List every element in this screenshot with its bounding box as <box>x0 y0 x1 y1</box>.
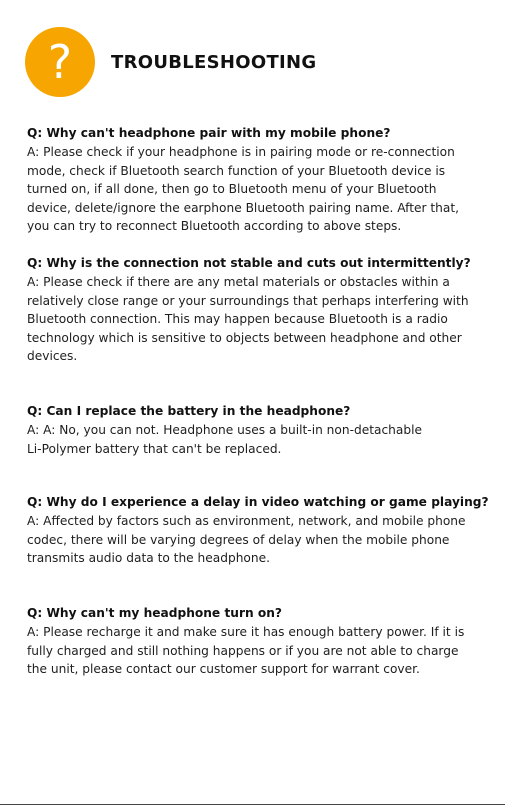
faq-question: Q: Why do I experience a delay in video watching or game playing? <box>27 495 489 509</box>
header <box>25 27 317 97</box>
faq-answer <box>27 623 477 679</box>
answer-line: mode, check if Bluetooth search function of your Bluetooth device is <box>27 163 446 178</box>
question-mark-icon <box>25 27 95 97</box>
answer-line: A: Affected by factors such as environment, network, and mobile phone <box>27 514 466 528</box>
answer-line: devices. <box>27 349 78 364</box>
faq-answer <box>27 512 477 568</box>
answer-line: the unit, please contact our customer support for warrant cover. <box>27 662 420 677</box>
bottom-divider <box>0 804 505 805</box>
faq-item-delay <box>27 493 489 568</box>
answer-line: device, delete/ignore the earphone Bluetooth pairing name. After that, <box>27 200 460 215</box>
answer-line: relatively close range or your surroundings that perhaps interfering with <box>27 293 469 308</box>
answer-line: transmits audio data to the headphone. <box>27 551 270 566</box>
answer-line: A: Please recharge it and make sure it has enough battery power. If it is <box>27 625 465 639</box>
answer-line: Li-Polymer battery that can't be replaced. <box>27 441 282 456</box>
faq-answer <box>27 273 477 366</box>
answer-line: technology which is sensitive to objects between headphone and other <box>27 330 462 345</box>
answer-line: A: Please check if your headphone is in pairing mode or re-connection <box>27 145 455 159</box>
answer-line: codec, there will be varying degrees of delay when the mobile phone <box>27 532 450 547</box>
answer-line: A: Please check if there are any metal materials or obstacles within a <box>27 275 450 289</box>
faq-item-battery <box>27 402 477 458</box>
page-title: TROUBLESHOOTING <box>111 51 317 73</box>
faq-answer <box>27 421 477 458</box>
question-mark-glyph: ? <box>47 35 73 89</box>
answer-line: A: A: No, you can not. Headphone uses a built-in non-detachable <box>27 423 422 437</box>
answer-line: you can try to reconnect Bluetooth according to above steps. <box>27 219 402 234</box>
answer-line: turned on, if all done, then go to Bluetooth menu of your Bluetooth <box>27 182 437 197</box>
faq-question: Q: Why is the connection not stable and cuts out intermittently? <box>27 256 471 270</box>
faq-question: Q: Why can't headphone pair with my mobile phone? <box>27 126 391 140</box>
faq-question: Q: Why can't my headphone turn on? <box>27 606 282 620</box>
answer-line: Bluetooth connection. This may happen because Bluetooth is a radio <box>27 312 448 327</box>
faq-question: Q: Can I replace the battery in the headphone? <box>27 404 351 418</box>
answer-line: fully charged and still nothing happens or if you are not able to charge <box>27 643 459 658</box>
faq-item-pairing <box>27 124 477 236</box>
faq-item-power <box>27 604 477 679</box>
faq-answer <box>27 143 477 236</box>
faq-item-connection <box>27 254 477 366</box>
